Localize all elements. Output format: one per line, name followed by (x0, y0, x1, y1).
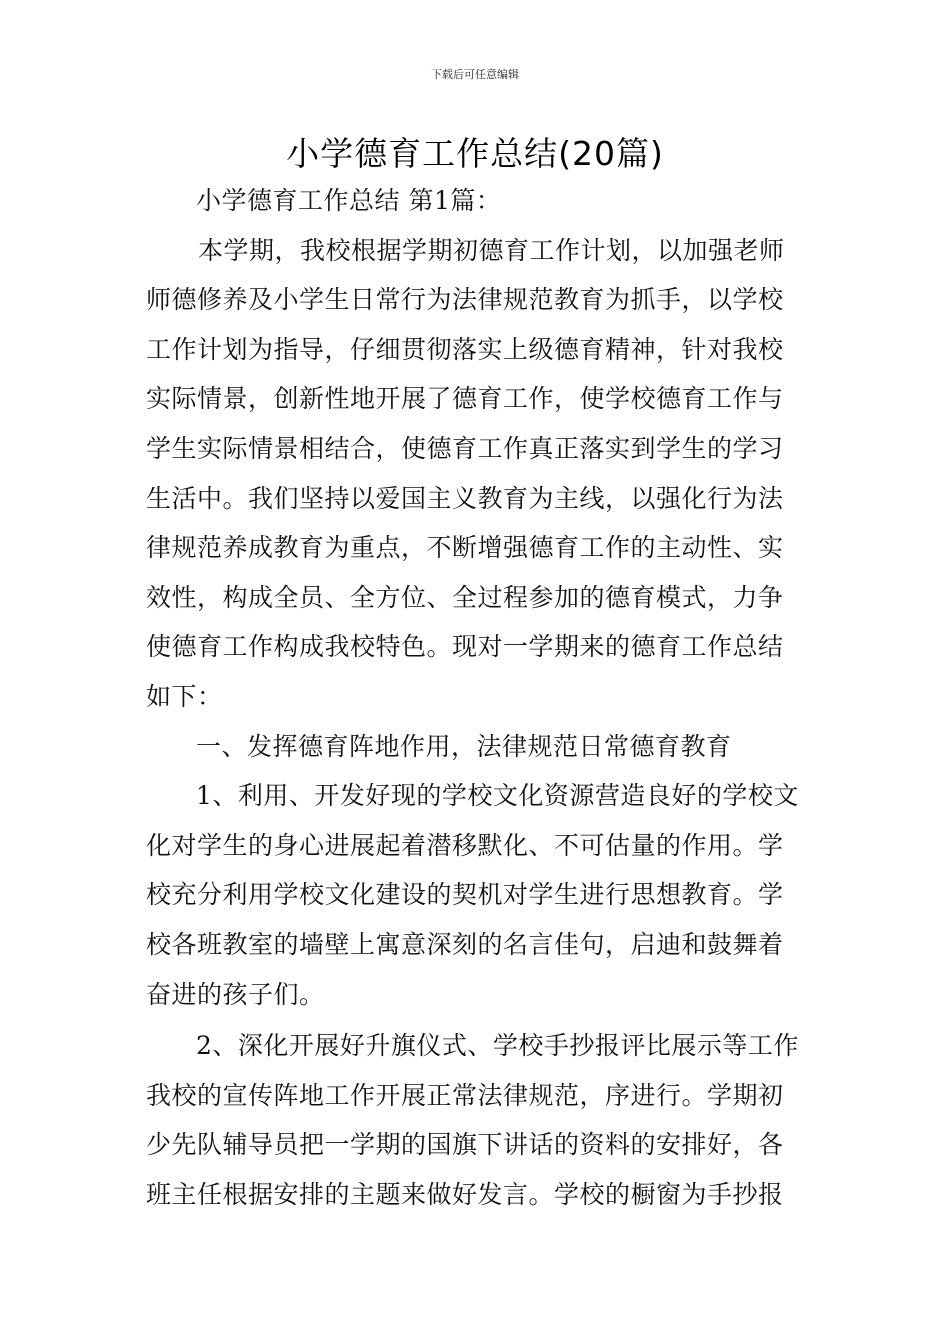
paragraph-line: 2、深化开展好升旗仪式、学校手抄报评比展示等工作 (196, 1031, 799, 1060)
paragraph-line: 奋进的孩子们。 (146, 980, 325, 1009)
paragraph-line: 少先队辅导员把一学期的国旗下讲话的资料的安排好，各 (146, 1130, 784, 1159)
paragraph-line: 生活中。我们坚持以爱国主义教育为主线，以强化行为法 (146, 484, 784, 513)
document-title: 小学德育工作总结(20篇) (286, 134, 664, 173)
section-heading: 一、发挥德育阵地作用，法律规范日常德育教育 (196, 732, 732, 761)
paragraph-line: 学生实际情景相结合，使德育工作真正落实到学生的学习 (146, 434, 784, 463)
paragraph-line: 本学期，我校根据学期初德育工作计划，以加强老师 (198, 236, 785, 265)
paragraph-line: 校充分利用学校文化建设的契机对学生进行思想教育。学 (146, 880, 784, 909)
paragraph-line: 实际情景，创新性地开展了德育工作，使学校德育工作与 (146, 384, 784, 413)
paragraph-line: 校各班教室的墙壁上寓意深刻的名言佳句，启迪和鼓舞着 (146, 930, 784, 959)
paragraph-line: 化对学生的身心进展起着潜移默化、不可估量的作用。学 (146, 831, 784, 860)
paragraph-line: 律规范养成教育为重点，不断增强德育工作的主动性、实 (146, 533, 784, 562)
paragraph-line: 我校的宣传阵地工作开展正常法律规范，序进行。学期初 (146, 1081, 784, 1110)
paragraph-line: 效性，构成全员、全方位、全过程参加的德育模式，力争 (146, 583, 784, 612)
paragraph-line: 1、利用、开发好现的学校文化资源营造良好的学校文 (196, 781, 799, 810)
paragraph-line: 工作计划为指导，仔细贯彻落实上级德育精神，针对我校 (146, 335, 784, 364)
section-heading: 小学德育工作总结 第1篇： (196, 186, 502, 215)
paragraph-line: 使德育工作构成我校特色。现对一学期来的德育工作总结 (146, 632, 784, 661)
paragraph-line: 如下： (146, 682, 223, 711)
header-note: 下载后可任意编辑 (431, 68, 519, 81)
paragraph-line: 班主任根据安排的主题来做好发言。学校的橱窗为手抄报 (146, 1180, 784, 1209)
paragraph-line: 师德修养及小学生日常行为法律规范教育为抓手，以学校 (146, 285, 784, 314)
